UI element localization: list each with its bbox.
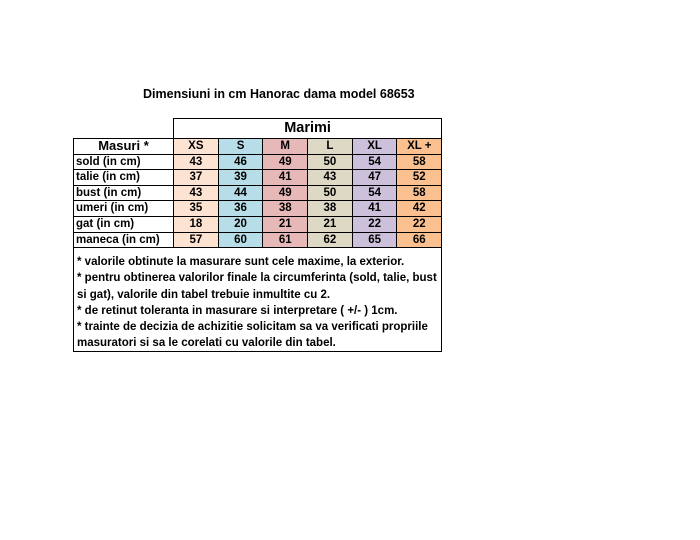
value-cell: 21 <box>308 216 353 232</box>
row-label: talie (in cm) <box>74 170 174 186</box>
value-cell: 46 <box>218 154 263 170</box>
size-header-m: M <box>263 139 308 155</box>
value-cell: 44 <box>218 185 263 201</box>
value-cell: 49 <box>263 154 308 170</box>
value-cell: 66 <box>397 232 442 248</box>
empty-corner-cell <box>74 119 174 139</box>
value-cell: 35 <box>174 201 219 217</box>
value-cell: 49 <box>263 185 308 201</box>
marimi-header: Marimi <box>174 119 442 139</box>
value-cell: 22 <box>397 216 442 232</box>
row-label: sold (in cm) <box>74 154 174 170</box>
value-cell: 39 <box>218 170 263 186</box>
size-header-xs: XS <box>174 139 219 155</box>
value-cell: 61 <box>263 232 308 248</box>
row-label: maneca (in cm) <box>74 232 174 248</box>
table-row <box>74 185 442 201</box>
value-cell: 18 <box>174 216 219 232</box>
row-label: bust (in cm) <box>74 185 174 201</box>
value-cell: 38 <box>263 201 308 217</box>
value-cell: 38 <box>308 201 353 217</box>
masuri-header: Masuri * <box>74 139 174 155</box>
value-cell: 50 <box>308 154 353 170</box>
value-cell: 42 <box>397 201 442 217</box>
value-cell: 58 <box>397 154 442 170</box>
value-cell: 20 <box>218 216 263 232</box>
value-cell: 41 <box>352 201 397 217</box>
size-chart-table <box>73 118 442 352</box>
table-row <box>74 154 442 170</box>
notes-cell <box>74 248 442 352</box>
group-header-row <box>74 119 442 139</box>
value-cell: 43 <box>174 185 219 201</box>
row-label: gat (in cm) <box>74 216 174 232</box>
value-cell: 60 <box>218 232 263 248</box>
size-header-s: S <box>218 139 263 155</box>
table-row <box>74 232 442 248</box>
value-cell: 43 <box>308 170 353 186</box>
value-cell: 21 <box>263 216 308 232</box>
note-text: * de retinut toleranta in masurare si interpretare ( +/- ) 1cm. <box>77 304 398 317</box>
table-row <box>74 170 442 186</box>
value-cell: 41 <box>263 170 308 186</box>
value-cell: 47 <box>352 170 397 186</box>
value-cell: 54 <box>352 185 397 201</box>
page-title: Dimensiuni in cm Hanorac dama model 68653 <box>143 87 415 101</box>
value-cell: 36 <box>218 201 263 217</box>
notes-row <box>74 248 442 352</box>
row-label: umeri (in cm) <box>74 201 174 217</box>
table-row <box>74 201 442 217</box>
size-header-xlplus: XL + <box>397 139 442 155</box>
note-text: * trainte de decizia de achizitie solicitam sa va verificati propriile masuratori si sa le corelati cu valorile din tabel. <box>77 320 428 350</box>
value-cell: 62 <box>308 232 353 248</box>
size-header-xl: XL <box>352 139 397 155</box>
value-cell: 54 <box>352 154 397 170</box>
value-cell: 52 <box>397 170 442 186</box>
note-text: * valorile obtinute la masurare sunt cele maxime, la exterior. <box>77 256 405 269</box>
value-cell: 22 <box>352 216 397 232</box>
value-cell: 50 <box>308 185 353 201</box>
value-cell: 57 <box>174 232 219 248</box>
value-cell: 58 <box>397 185 442 201</box>
table-row <box>74 216 442 232</box>
note-text: * pentru obtinerea valorilor finale la circumferinta (sold, talie, bust si gat), valorile din tabel trebuie inmultite cu 2. <box>77 272 437 301</box>
value-cell: 65 <box>352 232 397 248</box>
value-cell: 43 <box>174 154 219 170</box>
value-cell: 37 <box>174 170 219 186</box>
size-header-l: L <box>308 139 353 155</box>
size-header-row <box>74 139 442 155</box>
